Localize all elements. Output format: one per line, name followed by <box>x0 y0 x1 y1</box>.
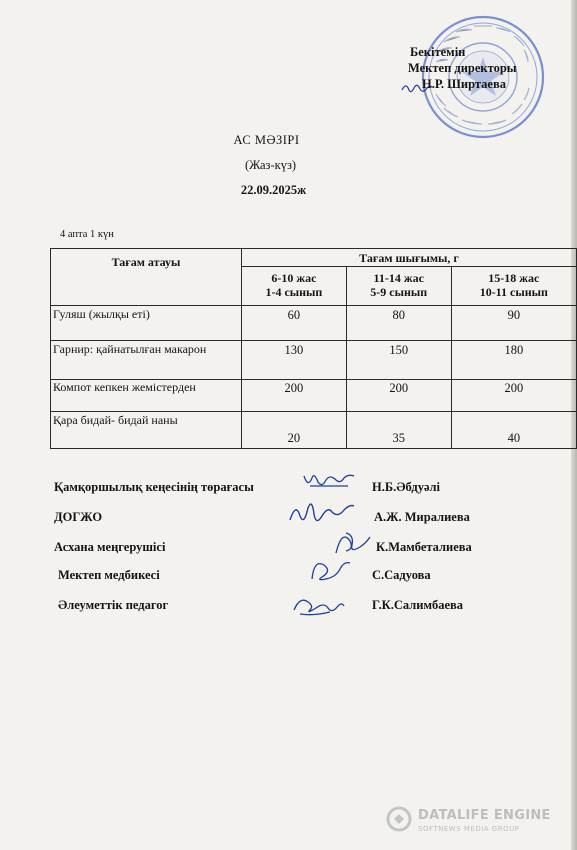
yield-group-1: 200 <box>242 380 347 412</box>
group-2-grade: 5-9 сынып <box>370 285 428 299</box>
signature-name-4: С.Садуова <box>372 568 431 582</box>
yield-group-1: 20 <box>242 412 347 449</box>
column-header-yield: Тағам шығымы, г <box>242 249 577 267</box>
signature-role-1: Қамқоршылық кеңесінің төрағасы <box>54 480 254 494</box>
yield-group-3: 90 <box>451 306 576 341</box>
table-row <box>51 412 577 449</box>
handwritten-signature-2 <box>286 498 358 528</box>
yield-group-2: 200 <box>346 380 451 412</box>
yield-group-3: 180 <box>451 341 576 380</box>
signature-role-3: Асхана меңгерушісі <box>54 540 166 554</box>
column-header-group-3 <box>451 267 576 306</box>
group-1-age: 6-10 жас <box>271 271 317 285</box>
handwritten-signature-4 <box>306 555 354 585</box>
table-row <box>51 341 577 380</box>
signature-role-4: Мектеп медбикесі <box>58 568 160 582</box>
signature-role-2: ДОГЖО <box>54 510 103 524</box>
dish-name: Гарнир: қайнатылған макарон <box>51 341 242 380</box>
approval-line-3: Н.Р. Ширтаева <box>422 77 506 91</box>
yield-group-3: 40 <box>451 412 576 449</box>
menu-season: (Жаз-күз) <box>244 158 297 172</box>
approval-line-2: Мектеп директоры <box>408 61 517 75</box>
column-header-group-1 <box>242 267 347 306</box>
handwritten-signature-5 <box>290 590 346 618</box>
watermark-brand: DATALIFE ENGINE <box>418 808 551 823</box>
group-3-age: 15-18 жас <box>488 271 540 285</box>
menu-date: 22.09.2025ж <box>240 183 307 197</box>
signature-role-5: Әлеуметтік педагог <box>58 598 169 612</box>
dish-name: Компот кепкен жемістерден <box>51 380 242 412</box>
week-day-label: 4 апта 1 күн <box>60 229 114 240</box>
group-1-grade: 1-4 сынып <box>265 285 323 299</box>
signature-name-3: К.Мамбеталиева <box>376 540 472 554</box>
signature-name-1: Н.Б.Әбдуәлі <box>372 480 441 494</box>
menu-table-wrapper <box>50 248 577 449</box>
dish-name: Қара бидай- бидай наны <box>51 412 242 449</box>
table-row <box>51 306 577 341</box>
yield-group-1: 130 <box>242 341 347 380</box>
dish-name: Гуляш (жылқы еті) <box>51 306 242 341</box>
signature-name-5: Г.К.Салимбаева <box>372 598 464 612</box>
table-header-row <box>51 249 577 267</box>
menu-table <box>50 248 577 449</box>
yield-group-2: 35 <box>346 412 451 449</box>
handwritten-signature-1 <box>300 470 356 492</box>
yield-group-2: 150 <box>346 341 451 380</box>
approval-line-1: Бекітемін <box>410 45 466 59</box>
signature-name-2: А.Ж. Миралиева <box>374 510 470 524</box>
group-3-grade: 10-11 сынып <box>479 285 548 299</box>
handwritten-signature-3 <box>330 527 374 557</box>
menu-title: АС МӘЗІРІ <box>233 133 300 147</box>
watermark-subtitle: SOFTNEWS MEDIA GROUP <box>418 825 520 833</box>
approval-block <box>404 44 564 92</box>
column-header-dish-name: Тағам атауы <box>51 249 242 306</box>
column-header-group-2 <box>346 267 451 306</box>
yield-group-2: 80 <box>346 306 451 341</box>
table-row <box>51 380 577 412</box>
group-2-age: 11-14 жас <box>373 271 424 285</box>
yield-group-1: 60 <box>242 306 347 341</box>
yield-group-3: 200 <box>451 380 576 412</box>
